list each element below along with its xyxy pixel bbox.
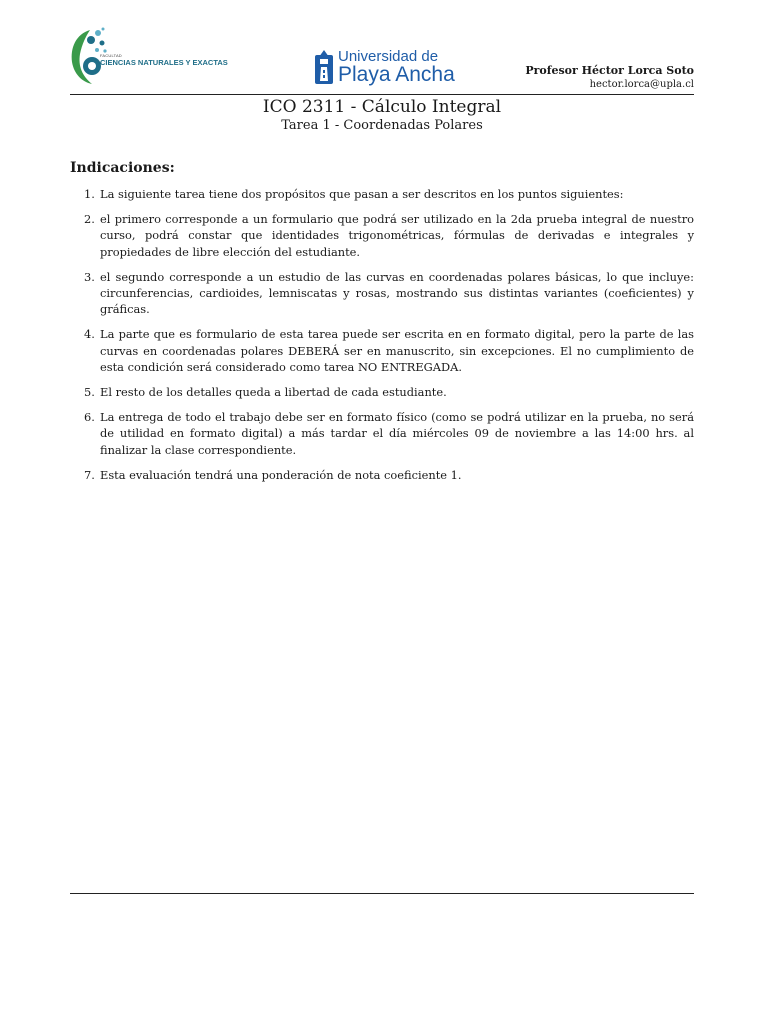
list-item-text: El resto de los detalles queda a libertad de cada estudiante. [100,385,447,400]
list-item-text: La siguiente tarea tiene dos propósitos que pasan a ser descritos en los puntos siguientes: [100,187,624,201]
university-name-line2: Playa Ancha [338,63,455,86]
lighthouse-icon [314,49,334,85]
professor-name: Profesor Héctor Lorca Soto [525,64,694,77]
list-item [84,409,694,458]
list-item-number: 1. [84,187,95,201]
page-header [70,22,694,94]
list-item-text: Esta evaluación tendrá una ponderación de nota coeficiente 1. [100,467,462,482]
list-item-number: 2. [84,212,95,227]
faculty-logo-main-text: CIENCIAS NATURALES Y EXACTAS [100,58,228,67]
footer-divider [70,893,694,894]
list-item-text: La parte que es formulario de esta tarea puede ser escrita en en formato digital, pero la parte de las curvas en coordenadas polares DEBERÁ ser en manuscrito, sin excepciones. El no cumplimiento de esta condición será considerado como tarea NO ENTREGADA. [100,327,694,374]
list-item-number: 5. [84,385,95,400]
instructions-list [84,186,694,492]
document-title: ICO 2311 - Cálculo Integral [262,97,502,117]
list-item [84,186,694,202]
header-divider [70,94,694,95]
list-item-text: el segundo corresponde a un estudio de las curvas en coordenadas polares básicas, lo que incluye: circunferencias, cardioides, lemniscatas y rosas, mostrando sus distintas variantes (coeficientes) y gráficas. [100,269,694,317]
list-item [84,384,694,400]
university-name-line1: Universidad de [338,48,439,65]
document-subtitle: Tarea 1 - Coordenadas Polares [281,118,483,133]
faculty-logo-small-text: FACULTAD [100,53,122,58]
list-item [84,326,694,375]
list-item [84,211,694,260]
section-heading: Indicaciones: [70,160,175,176]
list-item-number: 4. [84,327,95,342]
list-item [84,467,694,483]
list-item-number: 7. [84,467,95,482]
list-item-number: 3. [84,269,95,284]
professor-info [525,64,694,91]
list-item-number: 6. [84,410,95,425]
list-item-text: el primero corresponde a un formulario que podrá ser utilizado en la 2da prueba integral de nuestro curso, podrá constar que identidades trigonométricas, fórmulas de derivadas e integrales y propiedades de libre elección del estudiante. [100,212,694,259]
university-logo [314,49,454,89]
list-item-text: La entrega de todo el trabajo debe ser en formato físico (como se podrá utilizar en la prueba, no será de utilidad en formato digital) a más tardar el día miércoles 09 de noviembre a las 14:00 hrs. al finalizar la clase correspondiente. [100,410,694,457]
professor-email: hector.lorca@upla.cl [589,79,694,90]
list-item [84,269,694,318]
faculty-logo [70,24,228,88]
